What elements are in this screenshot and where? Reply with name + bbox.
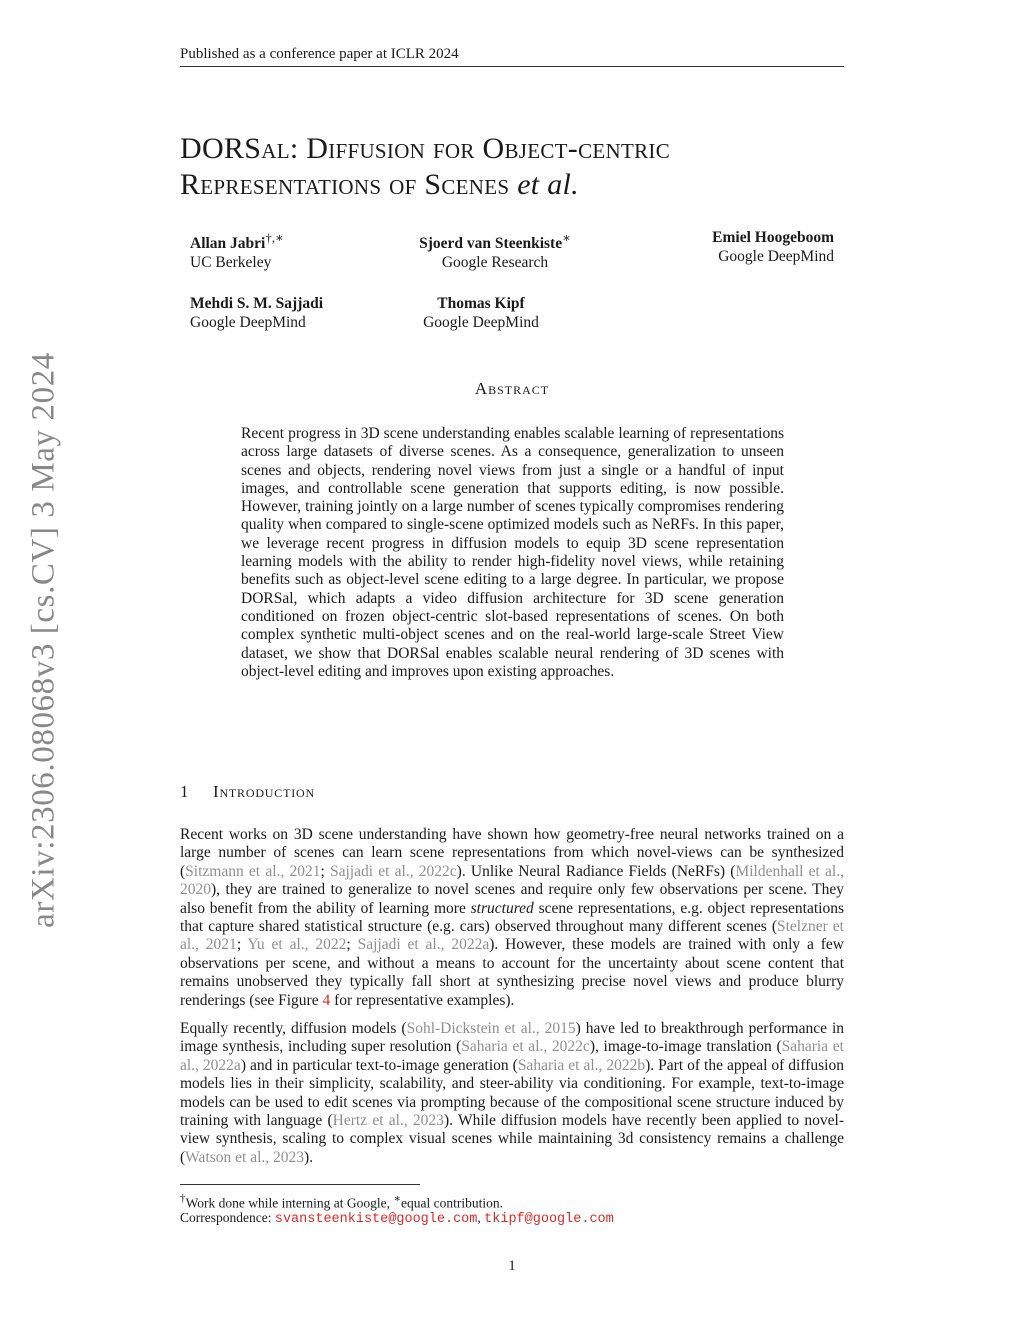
citation-link[interactable]: Saharia et al., 2022c [461,1038,590,1056]
section-title: Introduction [213,782,315,801]
author-marks: †,∗ [265,230,284,245]
abstract-text: Recent progress in 3D scene understanding enables scalable learning of representations across large datasets of diverse scenes. As a consequence, generalization to unseen scenes and objects, rendering novel views from just a single or a handful of input images, and controllable scene generation that supports editing, is now possible. However, training jointly on a large number of scenes typically compromises rendering quality when compared to single-scene optimized models such as NeRFs. In this paper, we leverage recent progress in diffusion models to equip 3D scene representation learning models with the ability to render high-fidelity novel views, while retaining benefits such as object-level scene editing to a large degree. In particular, we propose DORSal, which adapts a video diffusion architecture for 3D scene generation conditioned on frozen object-centric slot-based representations of scenes. On both complex synthetic multi-object scenes and on the real-world large-scale Street View dataset, we show that DORSal enables scalable neural rendering of 3D scenes with object-level editing and improves upon existing approaches. [241,425,784,680]
title-etal: et al. [517,168,579,201]
text-run: scene representations, e.g. object representations that capture shared statistical structure (e.g. cars) observed throughout many different scenes ( [180,899,845,936]
title-main: DORSal: Diffusion for Object-centric [180,132,671,165]
author-block [640,228,834,266]
author-affiliation: UC Berkeley [190,254,272,272]
text-run: ), they are trained to generalize to novel scenes and require only few observations per scene. They also benefit from the ability of learning more [180,881,844,917]
author-name: Emiel Hoogeboom [712,229,834,246]
citation-link[interactable]: Sohl-Dickstein et al., 2015 [406,1020,576,1037]
text-run: ), image-to-image translation ( [589,1038,782,1056]
section-number: 1 [180,782,190,801]
footnote-correspondence [180,1209,844,1228]
author-affiliation: Google Research [441,254,549,272]
text-run: Recent works on 3D scene understanding have shown how geometry-free neural networks trained on a large number of scenes can learn scene representations from which novel-views can be synthesized ( [180,826,844,880]
text-run: Work done while interning at Google, [185,1195,394,1211]
intro-paragraph-2 [180,1020,844,1167]
text-run: ). Part of the appeal of diffusion models lies in their simplicity, scalability, and steer-ability via conditioning. For example, text-to-image models can be used to edit scenes via prompting because of the compositional scene structure induced by training with language ( [180,1056,844,1130]
text-run: ). Unlike Neural Radiance Fields (NeRFs) ( [456,862,736,880]
text-run: Equally recently, diffusion models ( [180,1020,407,1037]
author-name: Thomas Kipf [437,295,525,312]
author-affiliation: Google DeepMind [718,248,834,265]
title-continued: Representations of Scenes [180,168,510,201]
header-rule [180,66,844,67]
citation-link[interactable]: Mildenhall et al., 2020 [180,862,844,899]
citation-link[interactable]: Hertz et al., 2023 [332,1112,444,1130]
text-run: equal contribution. [401,1195,504,1211]
citation-link[interactable]: Sitzmann et al., 2021 [185,862,321,880]
email-link[interactable]: svansteenkiste@google.com [274,1212,478,1227]
author-affiliation: Google DeepMind [423,314,539,331]
page-number: 1 [508,1258,516,1274]
text-run: ; [236,936,248,954]
author-block [190,228,284,272]
email-link[interactable]: tkipf@google.com [484,1212,614,1227]
text-run: ; [346,936,358,954]
author-block [395,228,595,272]
text-run: ). While diffusion models have recently been applied to novel-view synthesis, scaling to complex visual scenes while maintaining 3d consistency remains a challenge ( [180,1112,844,1166]
text-run: ) have led to breakthrough performance in image synthesis, including super resolution ( [180,1020,844,1056]
author-block [401,294,561,332]
text-run: ) and in particular text-to-image generation ( [240,1056,518,1074]
citation-link[interactable]: Stelzner et al., 2021 [180,918,844,954]
text-run: ; [320,862,330,880]
text-run: ). [304,1148,314,1166]
text-run: ). However, these models are trained with only a few observations per scene, and without a means to account for the uncertainty about scene content that remains unobserved they typically fall short at synthesizing precise novel views and produce blurry renderings (see Figure [180,936,844,1009]
paper-title [180,131,860,203]
abstract-heading: Abstract [474,379,550,398]
citation-link[interactable]: Sajjadi et al., 2022a [357,936,490,954]
section-heading [180,782,844,802]
citation-link[interactable]: Yu et al., 2022 [247,936,347,954]
author-affiliation: Google DeepMind [190,314,306,331]
star-mark: ∗ [393,1193,402,1205]
venue-header: Published as a conference paper at ICLR 2024 [180,46,459,62]
text-run: Correspondence: [180,1210,275,1225]
arxiv-stamp[interactable]: arXiv:2306.08068v3 [cs.CV] 3 May 2024 [25,352,62,928]
author-block [190,294,323,332]
author-name: Sjoerd van Steenkiste [419,235,563,253]
citation-link[interactable]: Sajjadi et al., 2022c [329,862,457,880]
citation-link[interactable]: Saharia et al., 2022b [517,1056,646,1074]
footnote-rule [180,1184,420,1185]
author-name: Mehdi S. M. Sajjadi [190,295,324,312]
citation-link[interactable]: Saharia et al., 2022a [180,1038,844,1074]
text-run: , [477,1210,485,1225]
text-run: for representative examples). [330,991,515,1009]
emphasis: structured [470,899,534,917]
figure-ref-link[interactable]: 4 [322,991,331,1009]
author-marks: ∗ [562,230,571,245]
citation-link[interactable]: Watson et al., 2023 [185,1148,305,1166]
dagger-mark: † [180,1193,186,1205]
author-name: Allan Jabri [190,235,266,253]
intro-paragraph-1 [180,826,844,1010]
